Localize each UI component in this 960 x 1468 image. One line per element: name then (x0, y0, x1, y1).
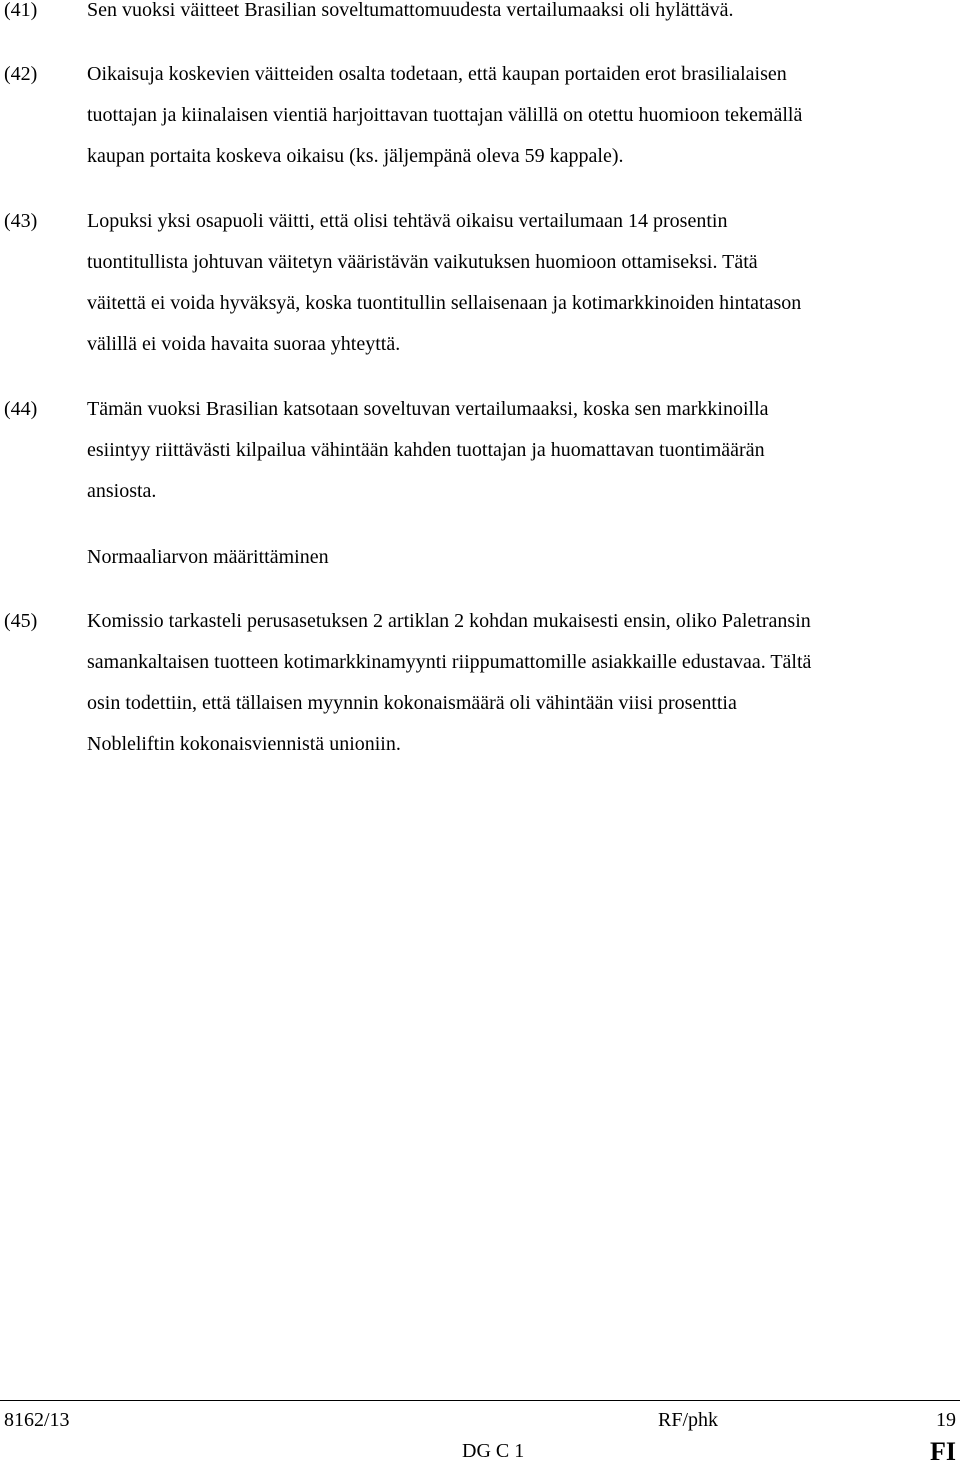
footer-divider (0, 1400, 960, 1401)
paragraph-text (87, 54, 957, 177)
paragraph-line: väitettä ei voida hyväksyä, koska tuontitullin sellaisenaan ja kotimarkkinoiden hintatason (87, 292, 802, 314)
paragraph-line: tuottajan ja kiinalaisen vientiä harjoittavan tuottajan välillä on otettu huomioon tekemällä (87, 104, 803, 126)
paragraph-number: (41) (4, 0, 38, 21)
paragraph-text (87, 0, 957, 31)
paragraph-number: (45) (4, 610, 38, 632)
paragraph-line: esiintyy riittävästi kilpailua vähintään kahden tuottajan ja huomattavan tuontimäärän (87, 439, 765, 461)
paragraph-number: (43) (4, 210, 38, 232)
paragraph-line: Oikaisuja koskevien väitteiden osalta todetaan, että kaupan portaiden erot brasilialaisen (87, 63, 787, 85)
footer-directorate: DG C 1 (462, 1440, 525, 1462)
paragraph-line: Nobleliftin kokonaisviennistä unioniin. (87, 733, 401, 755)
paragraph-text (87, 601, 957, 765)
paragraph-line: ansiosta. (87, 480, 157, 502)
paragraph-line: Komissio tarkasteli perusasetuksen 2 artiklan 2 kohdan mukaisesti ensin, oliko Paletransin (87, 610, 811, 632)
paragraph-line: tuontitullista johtuvan väitetyn vääristävän vaikutuksen huomioon ottamiseksi. Tätä (87, 251, 758, 273)
paragraph-line: kaupan portaita koskeva oikaisu (ks. jäljempänä oleva 59 kappale). (87, 145, 624, 167)
footer-language-code: FI (930, 1437, 956, 1466)
paragraph-number: (42) (4, 63, 38, 85)
paragraph-text (87, 201, 957, 365)
paragraph-line: samankaltaisen tuotteen kotimarkkinamyynti riippumattomille asiakkaille edustavaa. Tältä (87, 651, 812, 673)
paragraph-line: osin todettiin, että tällaisen myynnin kokonaismäärä oli vähintään viisi prosenttia (87, 692, 737, 714)
paragraph-text (87, 389, 957, 512)
paragraph-line: Lopuksi yksi osapuoli väitti, että olisi tehtävä oikaisu vertailumaan 14 prosentin (87, 210, 728, 232)
paragraph-line: välillä ei voida havaita suoraa yhteyttä. (87, 333, 401, 355)
footer-page-number: 19 (936, 1409, 956, 1431)
paragraph-line: Sen vuoksi väitteet Brasilian soveltumattomuudesta vertailumaaksi oli hylättävä. (87, 0, 734, 21)
paragraph-line: Tämän vuoksi Brasilian katsotaan soveltuvan vertailumaaksi, koska sen markkinoilla (87, 398, 769, 420)
footer-author: RF/phk (658, 1409, 719, 1431)
section-heading: Normaaliarvon määrittäminen (87, 546, 329, 568)
paragraph-number: (44) (4, 398, 38, 420)
footer-doc-ref: 8162/13 (4, 1409, 70, 1431)
